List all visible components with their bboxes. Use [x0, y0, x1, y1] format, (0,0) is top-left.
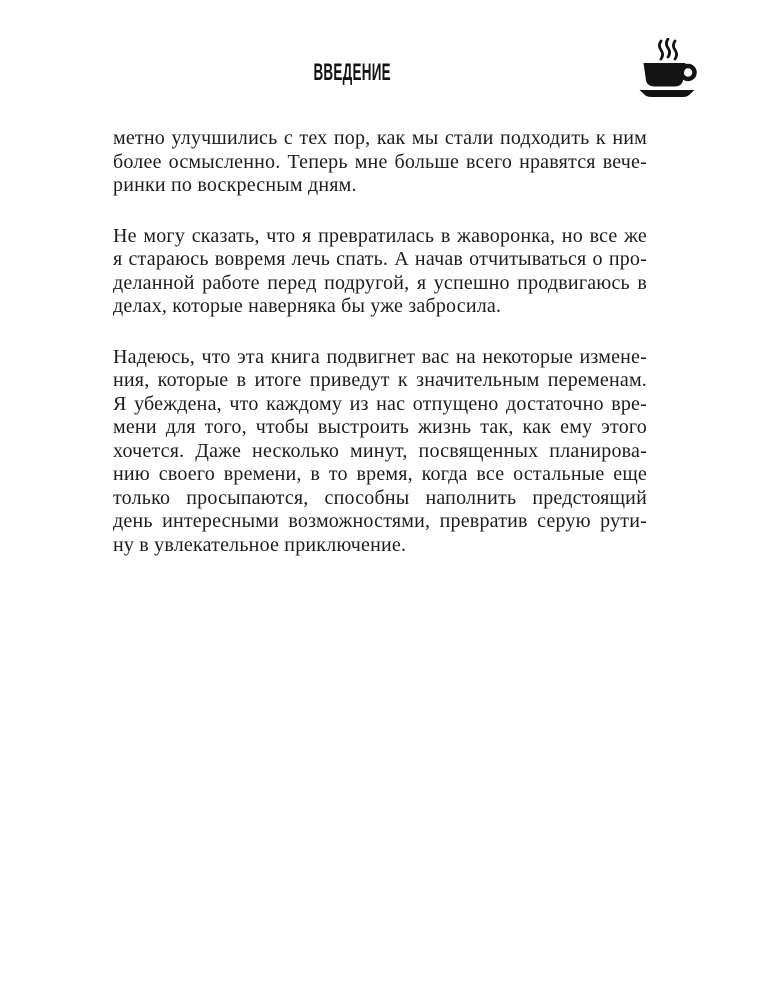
paragraph-3	[113, 346, 647, 558]
text-line: Не могу сказать, что я превратилась в жаворонка, но все же	[113, 224, 647, 247]
body-text	[113, 127, 647, 584]
text-line: ния, которые в итоге приведут к значительным переменам.	[113, 369, 647, 391]
text-line: день интересными возможностями, превратив серую рути-	[113, 510, 647, 532]
text-line: хочется. Даже несколько минут, посвященных планирова-	[113, 439, 647, 462]
text-line: метно улучшились с тех пор, как мы стали подходить к ним	[113, 127, 647, 149]
paragraph-2	[113, 225, 647, 319]
chapter-title: ВВЕДЕНИЕ	[313, 59, 391, 86]
text-line: я стараюсь вовремя лечь спать. А начав отчитываться о про-	[113, 248, 647, 270]
text-line: деланной работе перед подругой, я успешно продвигаюсь в	[113, 271, 647, 294]
text-line: более осмысленно. Теперь мне больше всего нравятся вече-	[113, 150, 647, 173]
text-line: ринки по воскресным дням.	[113, 174, 357, 196]
text-line: ну в увлекательное приключение.	[113, 533, 407, 556]
text-line: нию своего времени, в то время, когда все остальные еще	[113, 463, 647, 485]
paragraph-1	[113, 127, 647, 198]
saucer	[640, 90, 695, 97]
cup-body	[644, 63, 686, 87]
text-line: только просыпаются, способны наполнить предстоящий	[113, 486, 647, 509]
text-line: Я убеждена, что каждому из нас отпущено достаточно вре-	[113, 392, 647, 415]
text-line: делах, которые наверняка бы уже забросила.	[113, 295, 502, 317]
text-line: Надеюсь, что эта книга подвигнет вас на некоторые измене-	[113, 345, 647, 368]
steam-icon	[659, 39, 676, 59]
text-line: мени для того, чтобы выстроить жизнь так, как ему этого	[113, 416, 647, 438]
chapter-header	[282, 61, 422, 85]
coffee-cup-icon	[638, 38, 698, 98]
